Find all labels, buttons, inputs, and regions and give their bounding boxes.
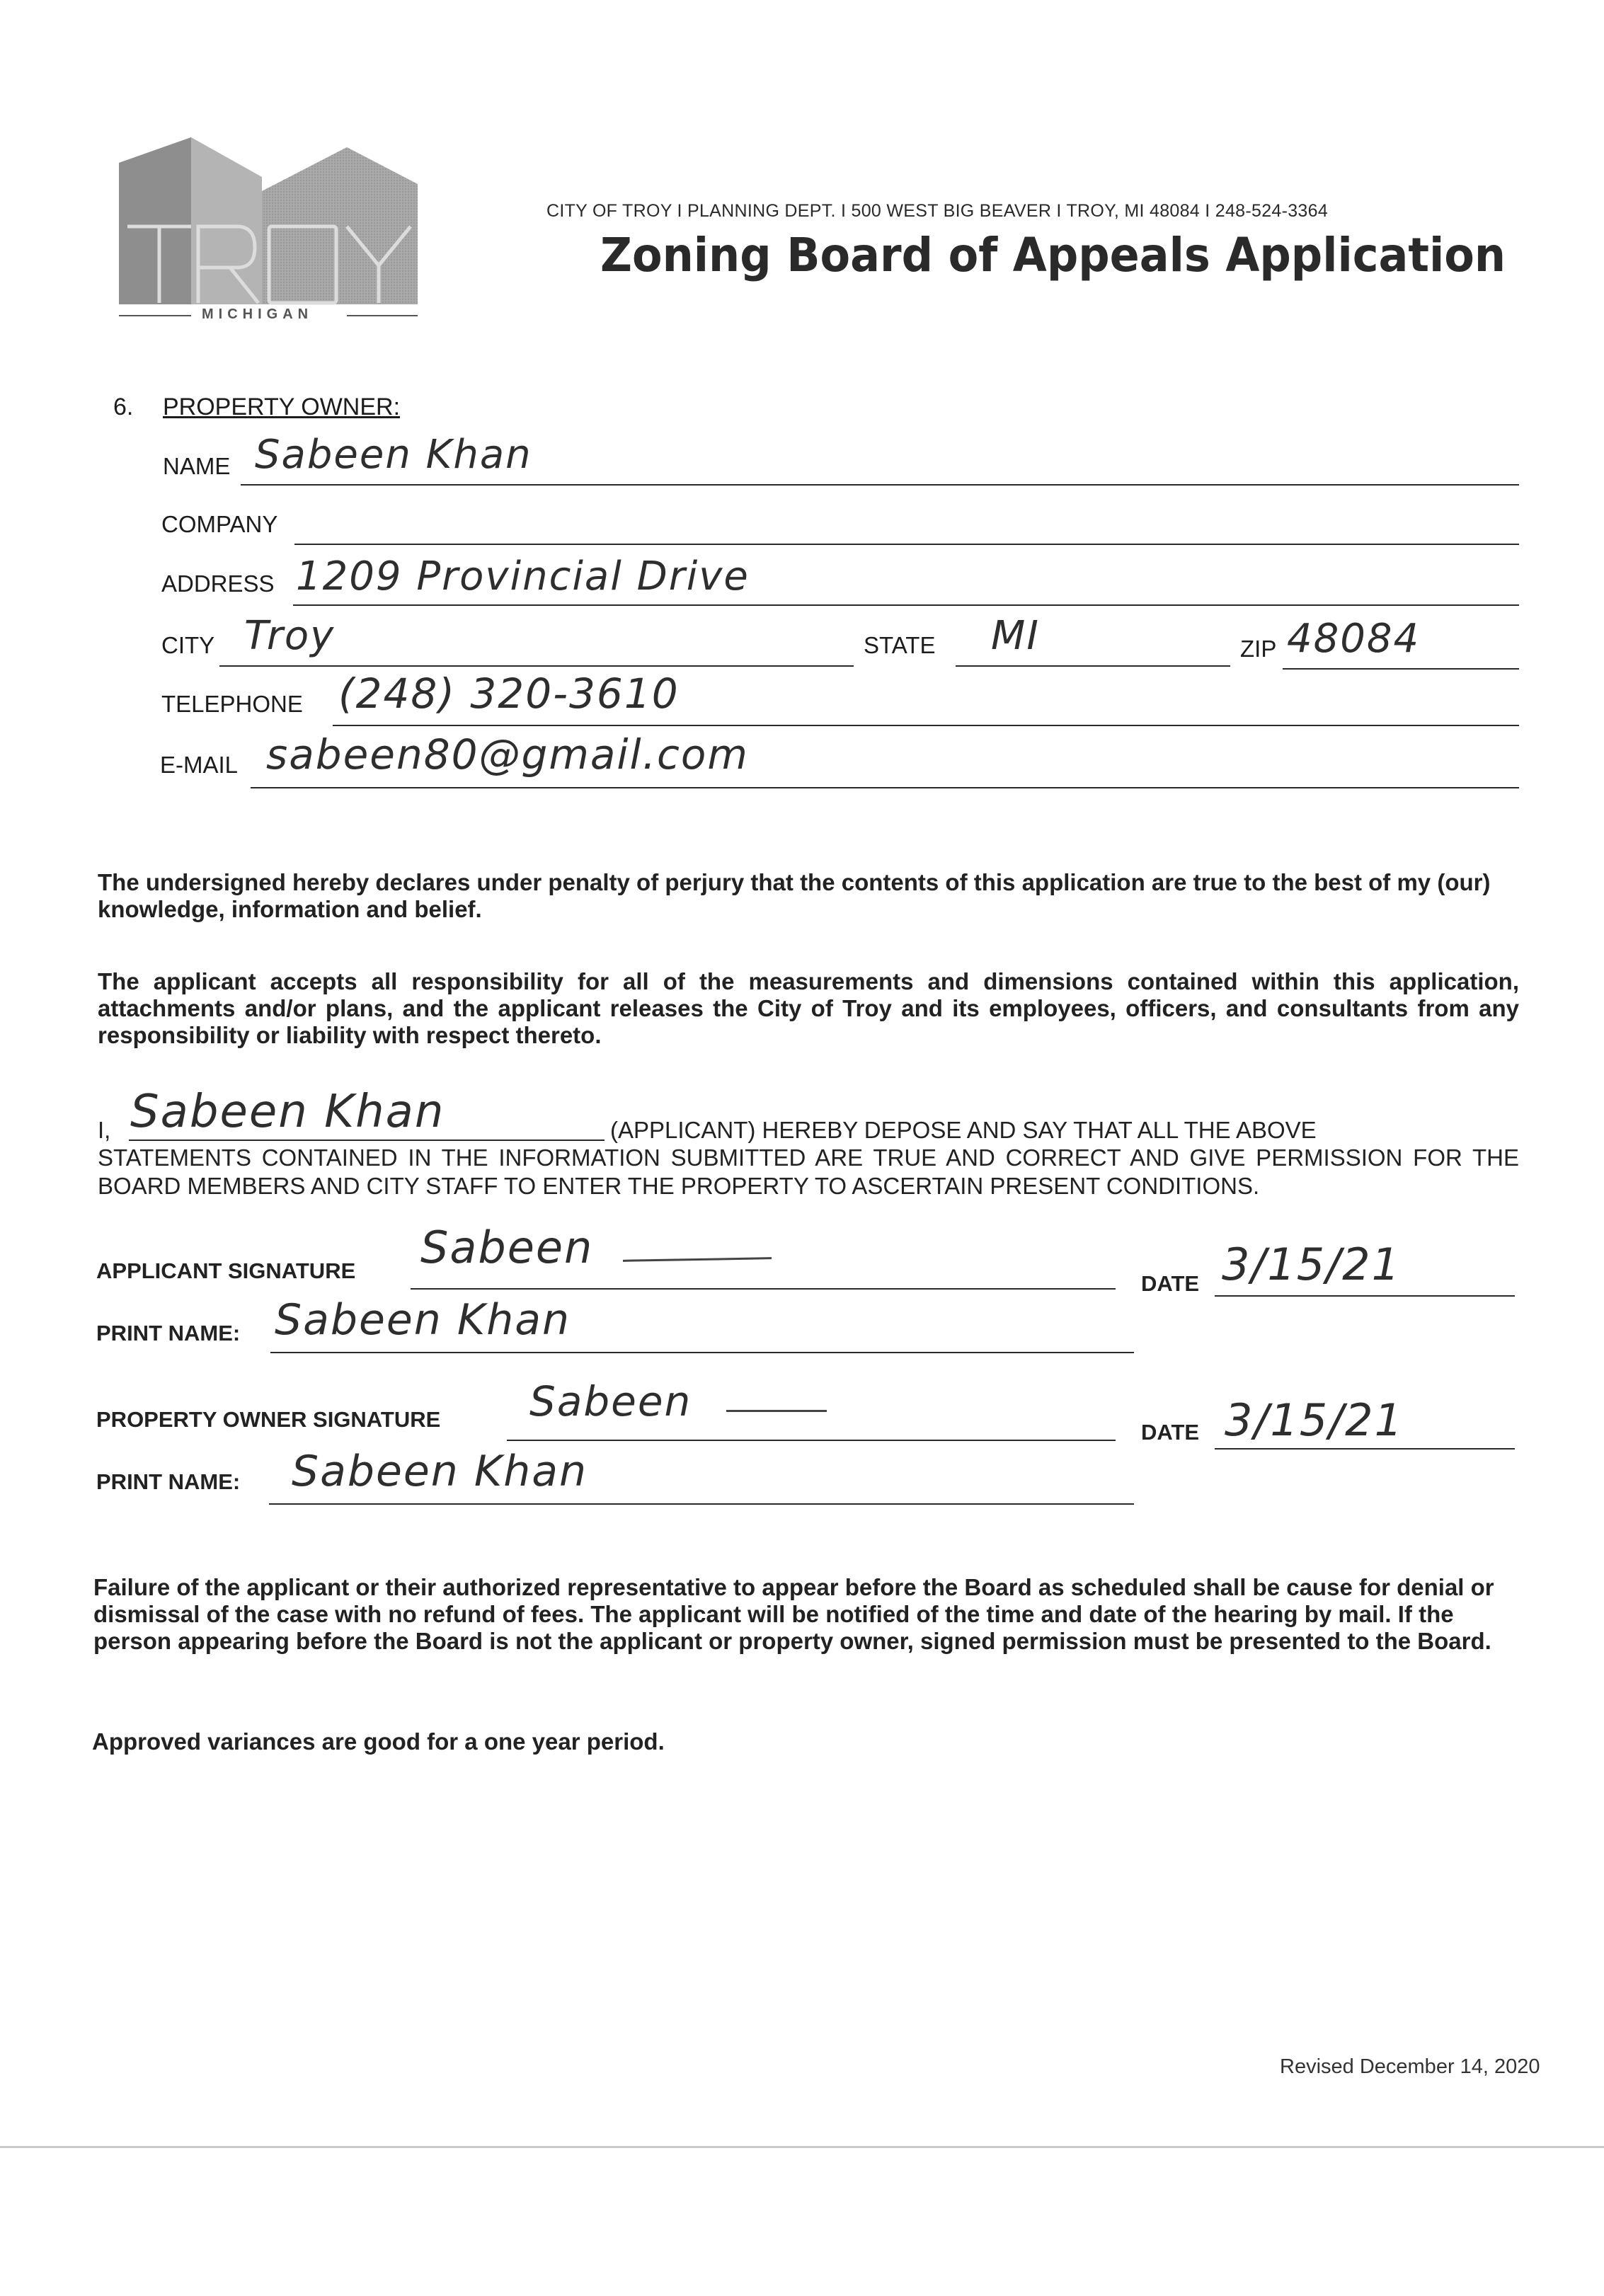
owner-print-name-label: PRINT NAME: — [96, 1469, 241, 1494]
owner-date-line — [1215, 1448, 1515, 1450]
address-field[interactable]: 1209 Provincial Drive — [296, 553, 750, 599]
address-line — [293, 604, 1519, 606]
owner-date-label: DATE — [1141, 1420, 1200, 1445]
depose-statement-rest: STATEMENTS CONTAINED IN THE INFORMATION SUBMITTED ARE TRUE AND CORRECT AND GIVE PERMISSION FOR THE BOARD MEMBERS AND CITY STAFF TO ENTER THE PROPERTY TO ASCERTAIN PRESENT CONDITIONS. — [98, 1144, 1519, 1199]
applicant-signature-stroke — [623, 1257, 772, 1262]
address-label: ADDRESS — [161, 570, 275, 597]
applicant-date-field[interactable]: 3/15/21 — [1222, 1239, 1402, 1290]
owner-signature-field[interactable]: Sabeen — [529, 1377, 692, 1425]
applicant-date-label: DATE — [1141, 1271, 1200, 1296]
state-field[interactable]: MI — [991, 613, 1040, 659]
name-label: NAME — [163, 453, 231, 479]
telephone-line — [333, 725, 1519, 726]
applicant-print-name-line — [270, 1352, 1134, 1353]
depose-statement-first: (APPLICANT) HEREBY DEPOSE AND SAY THAT ALL THE ABOVE — [610, 1117, 1317, 1143]
telephone-field[interactable]: (248) 320-3610 — [338, 670, 680, 718]
state-line — [956, 665, 1230, 667]
name-line — [241, 484, 1519, 486]
page-bottom-edge — [0, 2146, 1604, 2148]
failure-notice: Failure of the applicant or their authorized representative to appear before the Board as scheduled shall be cause for denial or dismissal of the case with no refund of fees. The applicant will be notified of the time and date of the hearing by mail. If the person appearing before the Board is not the applicant or property owner, signed permission must be presented to the Board. — [93, 1574, 1494, 1654]
section-number: 6. — [113, 394, 134, 420]
city-label: CITY — [161, 632, 215, 658]
approved-variances-note: Approved variances are good for a one year period. — [92, 1728, 665, 1755]
company-label: COMPANY — [161, 511, 278, 537]
applicant-date-line — [1215, 1295, 1515, 1297]
applicant-signature-line — [411, 1288, 1116, 1290]
email-field[interactable]: sabeen80@gmail.com — [266, 730, 749, 779]
applicant-name-field[interactable]: Sabeen Khan — [130, 1086, 445, 1138]
city-field[interactable]: Troy — [244, 613, 336, 659]
applicant-print-name-field[interactable]: Sabeen Khan — [275, 1295, 571, 1345]
owner-signature-label: PROPERTY OWNER SIGNATURE — [96, 1407, 441, 1432]
zip-line — [1283, 668, 1519, 670]
name-field[interactable]: Sabeen Khan — [255, 432, 532, 478]
page-title: Zoning Board of Appeals Application — [600, 228, 1506, 282]
city-of-troy-logo — [113, 134, 425, 326]
telephone-label: TELEPHONE — [161, 691, 303, 717]
logo-michigan-text: MICHIGAN — [202, 306, 314, 322]
owner-print-name-line — [269, 1503, 1134, 1505]
email-line — [251, 787, 1519, 788]
owner-signature-line — [507, 1440, 1116, 1441]
depose-prefix: I, — [98, 1117, 111, 1143]
owner-signature-stroke — [726, 1410, 827, 1412]
revision-date: Revised December 14, 2020 — [1280, 2055, 1540, 2078]
department-contact-line: CITY OF TROY I PLANNING DEPT. I 500 WEST BIG BEAVER I TROY, MI 48084 I 248-524-3364 — [546, 201, 1329, 221]
owner-date-field[interactable]: 3/15/21 — [1225, 1394, 1404, 1446]
section-title: PROPERTY OWNER: — [163, 394, 401, 420]
owner-print-name-field[interactable]: Sabeen Khan — [292, 1447, 588, 1496]
zip-label: ZIP — [1240, 636, 1277, 662]
company-line — [294, 544, 1519, 545]
zip-field[interactable]: 48084 — [1287, 616, 1421, 662]
applicant-print-name-label: PRINT NAME: — [96, 1321, 241, 1345]
applicant-signature-label: APPLICANT SIGNATURE — [96, 1258, 356, 1283]
responsibility-statement: The applicant accepts all responsibility for all of the measurements and dimensions contained within this application, attachments and/or plans, and the applicant releases the City of Troy and its employees, officers, and consultants from any responsibility or liability with respect thereto. — [98, 968, 1519, 1048]
city-line — [219, 665, 854, 667]
email-label: E-MAIL — [160, 752, 239, 778]
applicant-signature-field[interactable]: Sabeen — [420, 1222, 594, 1273]
state-label: STATE — [864, 632, 936, 658]
applicant-name-line — [129, 1140, 605, 1141]
perjury-declaration: The undersigned hereby declares under penalty of perjury that the contents of this application are true to the best of my (our) knowledge, information and belief. — [98, 869, 1491, 922]
